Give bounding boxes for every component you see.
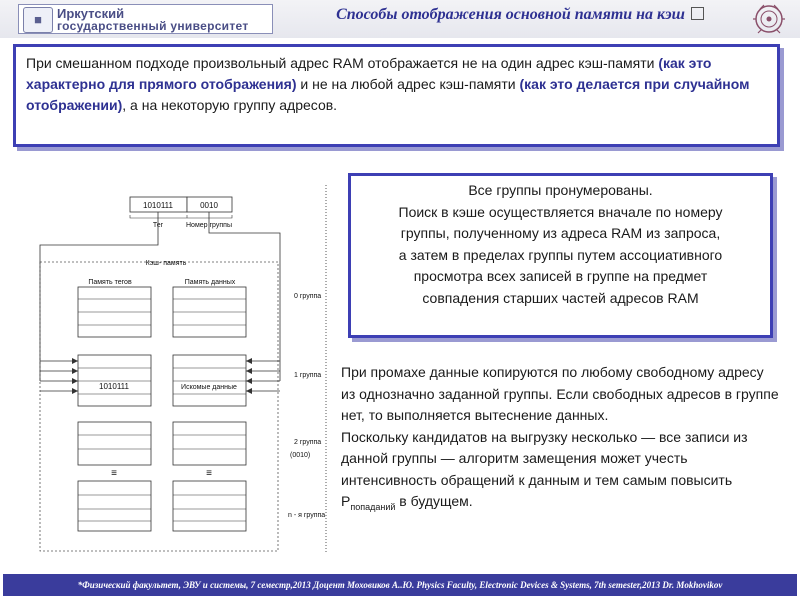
ellipsis-tags: ≡ xyxy=(111,468,117,479)
groups-line-1: Все группы пронумерованы. xyxy=(468,182,653,198)
faculty-crest-icon xyxy=(752,3,786,35)
found-tag-value: 1010111 xyxy=(99,382,129,391)
tag-label: Тег xyxy=(152,222,164,229)
group-1-label: 1 группа xyxy=(294,372,322,379)
intro-part-3: , а на некоторую группу адресов. xyxy=(122,97,338,113)
cache-diagram xyxy=(18,185,328,553)
hit-probability-subscript: попаданий xyxy=(350,501,396,512)
header-bar xyxy=(0,0,800,38)
placeholder-box-icon xyxy=(691,7,704,20)
university-logo xyxy=(18,4,273,34)
groups-line-6: совпадения старших частей адресов RAM xyxy=(422,289,699,306)
intro-box xyxy=(13,44,780,147)
group-number-label: Номер группы xyxy=(186,222,232,229)
address-tag-value: 1010111 xyxy=(143,201,173,210)
intro-emphasis-1: (как это характерно для прямого отображения) xyxy=(26,55,712,92)
found-data-value: Искомые данные xyxy=(181,384,237,391)
intro-text xyxy=(26,53,770,116)
intro-part-2: и не на любой адрес кэш-памяти xyxy=(296,76,520,92)
groups-line-5: просмотра всех записей в группе на предмет xyxy=(413,268,708,284)
university-emblem-icon: ■ xyxy=(23,7,53,33)
miss-text-2-main: Поскольку кандидатов на выгрузку несколько — все записи из данной группы — алгоритм замещения может учесть интенсивность обращений к данным и тем самым повысить P xyxy=(341,428,748,509)
intro-emphasis-2: (как это делается при случайном отображении) xyxy=(26,76,750,113)
group-0-label: 0 группа xyxy=(294,293,322,300)
data-memory-label: Память данных xyxy=(184,279,236,286)
logo-line-2: государственный университет xyxy=(57,19,249,33)
address-register xyxy=(130,197,232,229)
slide-title xyxy=(300,6,740,24)
groups-line-4: а затем в пределах группы путем ассоциативного xyxy=(398,246,723,263)
groups-box xyxy=(348,173,773,338)
footer-bar: *Физический факультет, ЭВУ и системы, 7 семестр,2013 Доцент Моховиков А..Ю. Physics Faculty, Electronic Devices & Systems, 7th semester,2013 Dr. Mokhovikov xyxy=(3,574,797,596)
group-2-label: 2 группа xyxy=(294,439,322,446)
group-2-code: (0010) xyxy=(290,452,311,459)
logo-line-1: Иркутский xyxy=(57,6,125,21)
tags-memory-label: Память тегов xyxy=(88,279,132,286)
miss-paragraph xyxy=(341,362,781,518)
intro-part-1: При смешанном подходе произвольный адрес RAM отображается не на один адрес кэш-памяти xyxy=(26,55,659,71)
cache-memory-label: Кэш- память xyxy=(145,260,187,267)
slide-title-text: Способы отображения основной памяти на кэш xyxy=(336,6,685,23)
miss-text-1: При промахе данные копируются по любому свободному адресу из однозначно заданной группы. Если свободных адресов в группе нет, то выполняется вытеснение данных. xyxy=(341,364,779,423)
groups-line-3: группы, полученному из адреса RAM из запроса, xyxy=(400,225,721,241)
miss-text-2-end: в будущем. xyxy=(395,493,473,509)
miss-text-2 xyxy=(341,427,781,519)
ellipsis-data: ≡ xyxy=(206,468,212,479)
groups-line-2: Поиск в кэше осуществляется вначале по номеру xyxy=(398,203,723,220)
group-n-label: n - я группа xyxy=(288,512,326,519)
address-group-value: 0010 xyxy=(200,201,218,210)
